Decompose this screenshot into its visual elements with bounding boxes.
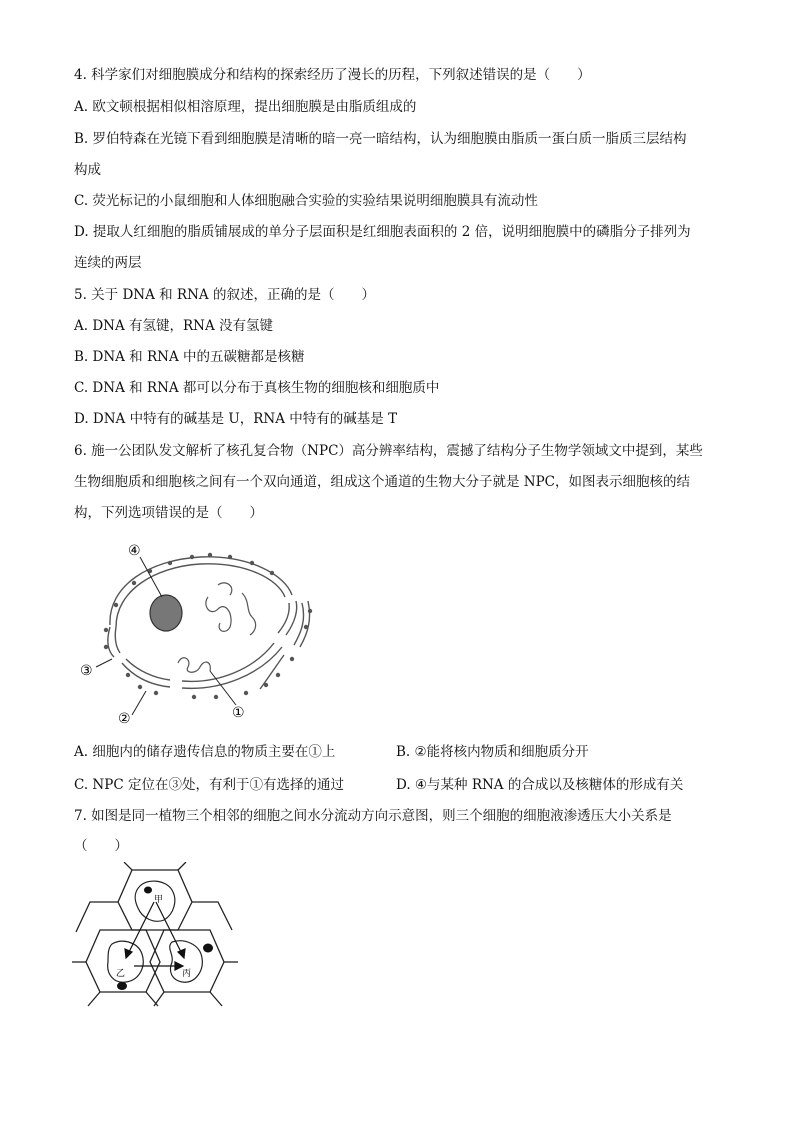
- nucleus-diagram: [70, 535, 330, 735]
- q4-option-d: D. 提取人红细胞的脂质铺展成的单分子层面积是红细胞表面积的 2 倍，说明细胞膜中的磷脂分子排列为: [74, 224, 691, 240]
- q4-option-a: A. 欧文顿根据相似相溶原理，提出细胞膜是由脂质组成的: [74, 99, 417, 115]
- q4-option-b: B. 罗伯特森在光镜下看到细胞膜是清晰的暗一亮一暗结构，认为细胞膜由脂质一蛋白质一脂质三层结构: [74, 131, 687, 147]
- q5-option-b: B. DNA 和 RNA 中的五碳糖都是核糖: [74, 349, 305, 365]
- q6-option-b: B. ②能将核内物质和细胞质分开: [396, 744, 589, 760]
- q4-stem: 4. 科学家们对细胞膜成分和结构的探索经历了漫长的历程，下列叙述错误的是（ ）: [74, 67, 591, 83]
- label-1: ①: [232, 705, 245, 721]
- q4-option-b-cont: 构成: [74, 162, 101, 178]
- q5-option-d: D. DNA 中特有的碱基是 U，RNA 中特有的碱基是 T: [74, 411, 398, 427]
- q4-option-d-cont: 连续的两层: [74, 255, 142, 271]
- cells-diagram: [68, 862, 248, 1007]
- label-2: ②: [118, 711, 131, 727]
- q6-stem-line1: 6. 施一公团队发文解析了核孔复合物（NPC）高分辨率结构，震撼了结构分子生物学领域文中提到，某些: [74, 443, 703, 459]
- q7-stem-line2: （ ）: [74, 838, 128, 854]
- cell-label-yi: 乙: [116, 969, 126, 979]
- q5-option-c: C. DNA 和 RNA 都可以分布于真核生物的细胞核和细胞质中: [74, 380, 440, 396]
- q6-stem-line3: 构，下列选项错误的是（ ）: [74, 505, 263, 521]
- q6-option-d: D. ④与某种 RNA 的合成以及核糖体的形成有关: [396, 777, 684, 793]
- q5-stem: 5. 关于 DNA 和 RNA 的叙述，正确的是（ ）: [74, 287, 375, 303]
- q6-option-a: A. 细胞内的储存遗传信息的物质主要在①上: [74, 744, 336, 760]
- q6-stem-line2: 生物细胞质和细胞核之间有一个双向通道，组成这个通道的生物大分子就是 NPC，如图表示细胞核的结: [74, 474, 691, 490]
- q4-option-c: C. 荧光标记的小鼠细胞和人体细胞融合实验的实验结果说明细胞膜具有流动性: [74, 193, 538, 209]
- q7-stem-line1: 7. 如图是同一植物三个相邻的细胞之间水分流动方向示意图，则三个细胞的细胞液渗透压大小关系是: [74, 808, 672, 824]
- cell-label-bing: 丙: [182, 969, 192, 979]
- label-3: ③: [80, 663, 93, 679]
- q5-option-a: A. DNA 有氢键，RNA 没有氢键: [74, 318, 274, 334]
- label-4: ④: [128, 543, 141, 559]
- cell-label-jia: 甲: [154, 895, 164, 905]
- q6-option-c: C. NPC 定位在③处，有利于①有选择的通过: [74, 777, 344, 793]
